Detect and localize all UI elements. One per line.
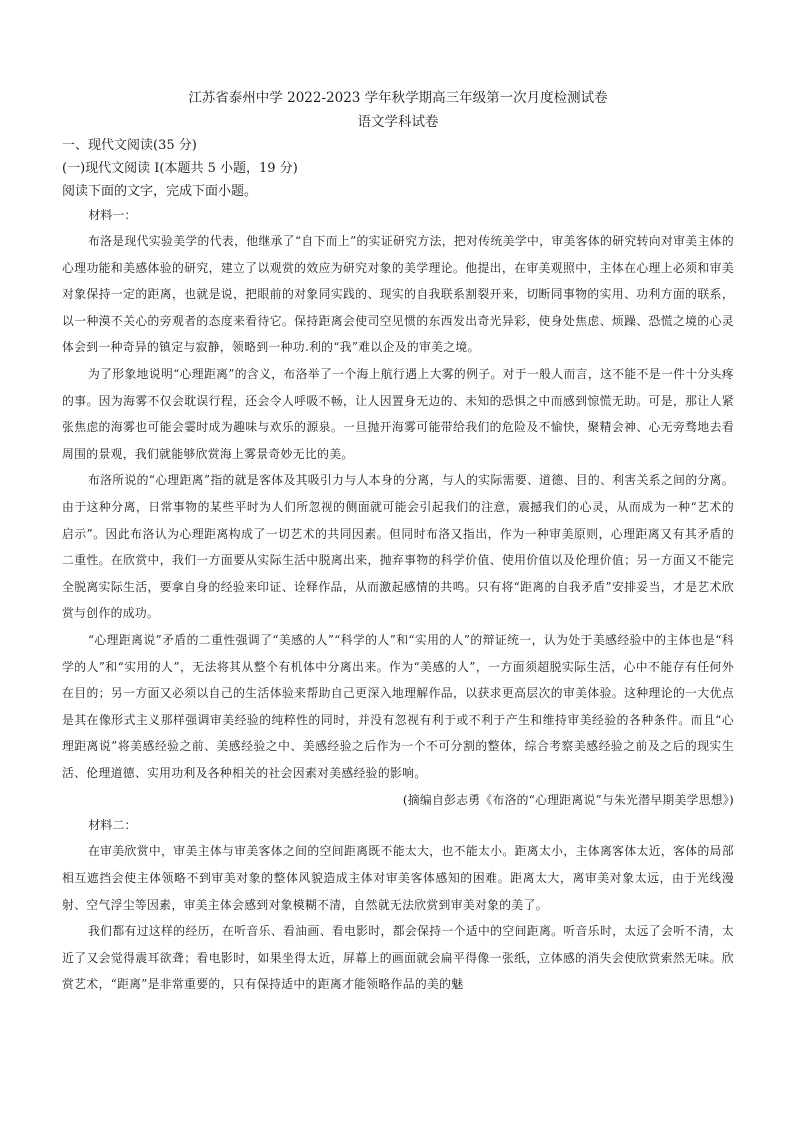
paragraph: 布洛是现代实验美学的代表，他继承了“自下而上”的实证研究方法，把对传统美学中，审美客体的研究转向对审美主体的心理功能和美感体验的研究，建立了以观赏的效应为研究对象的美学理论。他提出，在审美观照中，主体在心理上必须和审美对象保持一定的距离，也就是说，把眼前的对象同实践的、现实的自我联系割裂开来，切断同事物的实用、功利方面的联系，以一种漠不关心的旁观者的态度来看待它。保持距离会使司空见惯的东西发出奇光异彩，使身处焦虑、烦躁、恐慌之境的心灵体会到一种奇异的镇定与寂静，领略到一种功.利的“我”难以企及的审美之境。 bbox=[62, 234, 734, 355]
source-citation: (摘编自彭志勇《布洛的“心理距离说”与朱光潜早期美学思想》) bbox=[402, 793, 734, 808]
exam-subtitle: 语文学科试卷 bbox=[357, 114, 439, 130]
paragraph: 在审美欣赏中，审美主体与审美客体之间的空间距离既不能太大，也不能太小。距离太小，主体离客体太近，客体的局部相互遮挡会使主体领略不到审美对象的整体风貌造成主体对审美客体感知的困难。距离太大，离审美对象太远，由于光线漫射、空气浮尘等因素，审美主体会感到对象模糊不清，自然就无法欣赏到审美对象的美了。 bbox=[62, 844, 734, 912]
paragraph: 为了形象地说明“心理距离”的含义，布洛举了一个海上航行遇上大雾的例子。对于一般人而言，这不能不是一件十分头疼的事。因为海雾不仅会耽误行程，还会令人呼吸不畅，让人因置身无边的、未知的恐惧之中而感到惊慌无助。可是，那让人紧张焦虑的海雾也可能会霎时成为趣味与欢乐的源泉。一旦抛开海雾可能带给我们的危险及不愉快，聚精会神、心无旁骛地去看周围的景观，我们就能够欣赏海上雾景奇妙无比的美。 bbox=[62, 366, 734, 461]
material-two-label: 材料二： bbox=[88, 818, 137, 833]
reading-instruction: 阅读下面的文字，完成下面小题。 bbox=[62, 184, 258, 199]
material-one-label: 材料一： bbox=[88, 208, 137, 222]
paragraph: 布洛所说的“心理距离”指的就是客体及其吸引力与人本身的分离，与人的实际需要、道德、目的、利害关系之间的分离。由于这种分离，日常事物的某些平时为人们所忽视的侧面就可能会引起我们的注意，震撼我们的心灵，从而成为一种“艺术的启示”。因此布洛认为心理距离构成了一切艺术的共同因素。但同时布洛又指出，作为一种审美原则，心理距离又有其矛盾的二重性。在欣赏中，我们一方面要从实际生活中脱离出来，抛弃事物的科学价值、使用价值以及伦理价值；另一方面又不能完全脱离实际生活，要拿自身的经验来印证、诠释作品，从而激起感情的共鸣。只有将“距离的自我矛盾”安排妥当，才是艺术欣赏与创作的成功。 bbox=[62, 473, 734, 621]
paragraph: “心理距离说”矛盾的二重性强调了“美感的人”“科学的人”和“实用的人”的辩证统一，认为处于美感经验中的主体也是“科学的人”和“实用的人”，无法将其从整个有机体中分离出来。作为“美感的人”，一方面须超脱实际生活，心中不能存有任何外在目的；另一方面又必须以自己的生活体验来帮助自己更深入地理解作品，以获求更高层次的审美体验。这种理论的一大优点是其在像形式主义那样强调审美经验的纯粹性的同时，并没有忽视有利于或不利于产生和维持审美经验的各种条件。而且“心理距离说”将美感经验之前、美感经验之中、美感经验之后作为一个不可分割的整体，综合考察美感经验之前及之后的现实生活、伦理道德、实用功利及各种相关的社会因素对美感经验的影响。 bbox=[62, 632, 734, 780]
section-heading: 一、现代文阅读(35 分) bbox=[62, 138, 197, 153]
exam-title: 江苏省泰州中学 2022-2023 学年秋学期高三年级第一次月度检测试卷 bbox=[188, 90, 608, 106]
exam-page bbox=[62, 86, 734, 998]
section-subheading: (一)现代文阅读 I(本题共 5 小题，19 分) bbox=[62, 161, 298, 176]
paragraph: 我们都有过这样的经历，在听音乐、看油画、看电影时，都会保持一个适中的空间距离。听音乐时，太远了会听不清，太近了又会觉得震耳欲聋；看电影时，如果坐得太近，屏幕上的画面就会扁平得像一张纸，立体感的消失会使欣赏索然无味。欣赏艺术，“距离”是非常重要的，只有保持适中的距离才能领略作品的美的魅 bbox=[62, 924, 734, 992]
